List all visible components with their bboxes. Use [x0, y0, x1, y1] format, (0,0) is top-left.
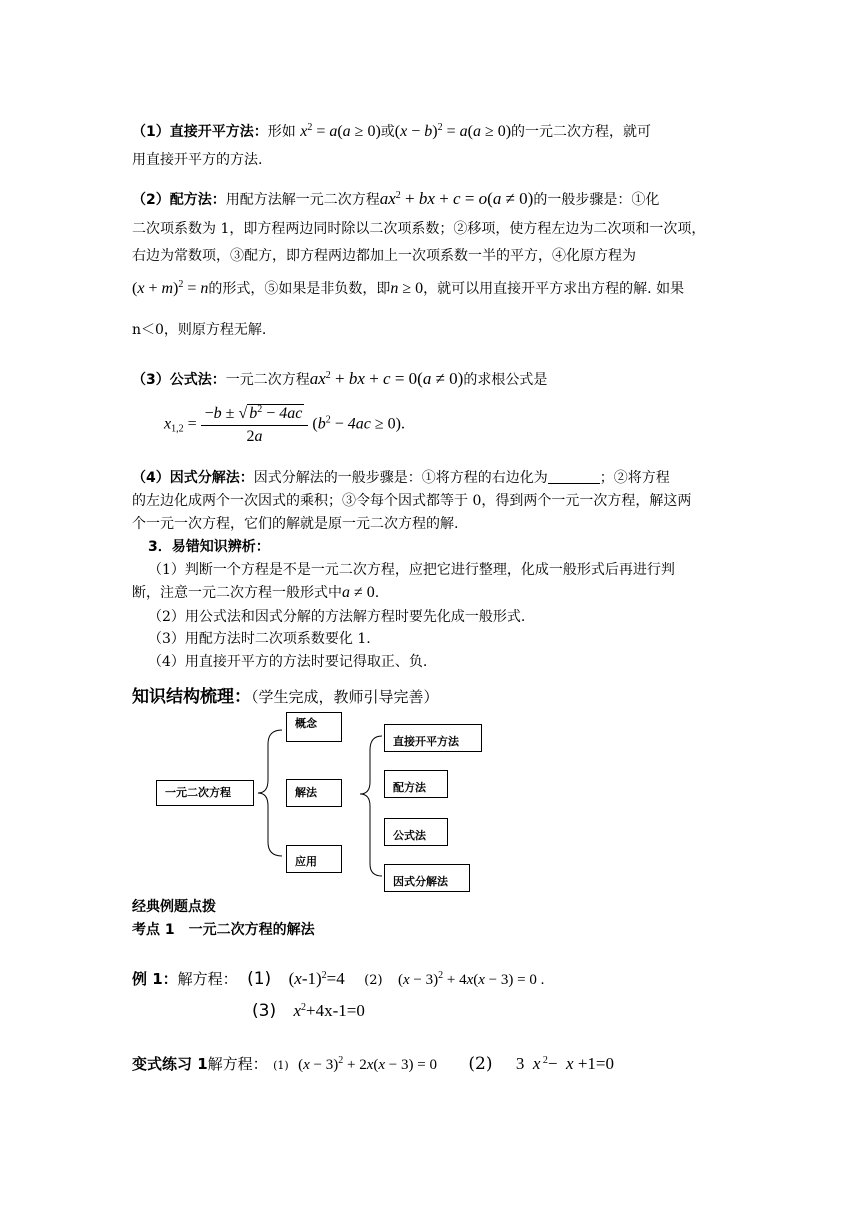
error-item: 断，注意一元二次方程一般形式中a ≠ 0. — [132, 584, 380, 601]
example-1: 例 1：解方程： (1) $(x-1)^2=4$ (2) $(x - 3)^2 + 4x(x - 3) = 0$ . — [132, 969, 545, 989]
examples-section-title: 经典例题点拨 — [132, 899, 216, 915]
node-root: 一元二次方程 — [156, 780, 254, 806]
method-direct-root: （1）直接开平方法：形如 $x^2 = a(a \ge 0)$或$(x - b)^2 = a(a \ge 0)$的一元二次方程，就可 — [132, 122, 652, 140]
node-solution: 解法 — [286, 779, 342, 807]
exercise-label: 变式练习 1 — [132, 1055, 208, 1073]
formula: $(x - b)^2 = a(a \ge 0)$ — [394, 122, 512, 140]
exam-point-title: 考点 1 一元二次方程的解法 — [132, 922, 315, 938]
example-label: 例 1： — [132, 970, 178, 988]
node-direct-root: 直接开平方法 — [384, 724, 482, 752]
error-item: （3）用配方法时二次项系数要化 1. — [148, 631, 371, 647]
structure-title: 知识结构梳理：（学生完成，教师引导完善） — [132, 687, 439, 707]
node-completing-square: 配方法 — [384, 770, 448, 798]
variant-exercise-1: 变式练习 1解方程： (1) $(x - 3)^2 + 2x(x - 3) = 0$ (2) 3 x $^2$− x +1=0 — [132, 1054, 614, 1074]
brace-level1 — [258, 730, 282, 856]
equation: $(x-1)^2=4$ — [288, 969, 345, 988]
errors-title: 3．易错知识辨析： — [148, 539, 270, 555]
equation: $(x - 3)^2 + 2x(x - 3) = 0$ — [298, 1055, 437, 1073]
brace-level2 — [360, 736, 382, 876]
node-application: 应用 — [286, 845, 342, 873]
text-line: $(x + m)^2 = n$的形式，⑤如果是非负数，即n ≥ 0，就可以用直接开平方求出方程的解. 如果 — [132, 279, 685, 297]
method-label: （2）配方法： — [132, 192, 226, 208]
text-line: 个一元一次方程，它们的解就是原一元二次方程的解. — [132, 516, 459, 532]
method-label: （3）公式法： — [132, 372, 226, 388]
formula: $ax^2$ + bx + c = 0(a ≠ 0) — [309, 369, 464, 388]
formula: a ≠ 0 — [342, 584, 375, 601]
node-formula: 公式法 — [384, 818, 448, 846]
node-concept: 概念 — [286, 712, 342, 742]
text-line: n＜0，则原方程无解. — [132, 322, 267, 338]
error-item: （4）用直接开平方的方法时要记得取正、负. — [148, 654, 428, 670]
formula: $(x + m)^2 = n$ — [132, 279, 209, 297]
formula: $ax^2$ + bx + c = o(a ≠ 0) — [379, 189, 534, 208]
error-item: （1）判断一个方程是不是一元二次方程，应把它进行整理，化成一般形式后再进行判 — [148, 562, 675, 578]
formula: n ≥ 0 — [390, 280, 424, 297]
equation: $(x - 3)^2 + 4x(x - 3) = 0$ . — [397, 970, 545, 988]
method-direct-root-cont: 用直接开平方的方法. — [132, 152, 263, 168]
node-factorization: 因式分解法 — [384, 864, 470, 892]
error-item: （2）用公式法和因式分解的方法解方程时要先化成一般形式. — [148, 609, 526, 625]
example-1-part3: (3) $x^2+4x-1=0$ — [252, 1001, 365, 1021]
method-label: （4）因式分解法： — [132, 470, 254, 486]
text-line: 的左边化成两个一次因式的乘积；③令每个因式都等于 0，得到两个一元一次方程，解这两 — [132, 493, 692, 509]
method-formula: （3）公式法：一元二次方程$ax^2$ + bx + c = 0(a ≠ 0)的求根公式是 — [132, 369, 548, 388]
formula: $x^2 = a(a \ge 0)$ — [300, 122, 381, 140]
equation: 3 x $^2$− x +1=0 — [515, 1054, 614, 1073]
text-line: 右边为常数项，③配方，即方程两边都加上一次项系数一半的平方，④化原方程为 — [132, 248, 636, 264]
method-completing-square: （2）配方法：用配方法解一元二次方程$ax^2$ + bx + c = o(a ≠ 0)的一般步骤是：①化 — [132, 189, 660, 208]
method-factorization: （4）因式分解法：因式分解法的一般步骤是：①将方程的右边化为 ；②将方程 — [132, 470, 670, 486]
text-line: 二次项系数为 1，即方程两边同时除以二次项系数；②移项，使方程左边为二次项和一次项， — [132, 221, 706, 237]
quadratic-formula: $x_{1,2}$ = $\frac{-b \pm √ b^2 - 4ac}{2a}$ $(b^2 - 4ac \ge 0)$. — [164, 404, 405, 445]
equation: $x^2+4x-1=0$ — [293, 1001, 365, 1020]
method-label: （1）直接开平方法： — [132, 124, 268, 140]
